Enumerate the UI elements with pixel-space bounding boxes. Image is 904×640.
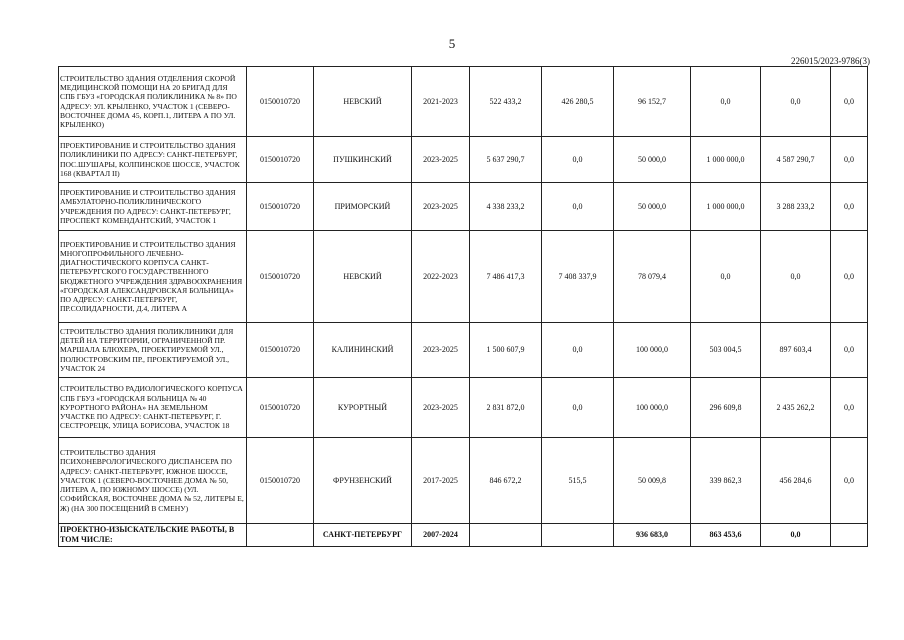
summary-value-col-2: 936 683,0: [614, 524, 691, 547]
table-row: [59, 438, 868, 524]
value-col-2: 100 000,0: [614, 323, 691, 378]
table-row: [59, 183, 868, 231]
object-name: СТРОИТЕЛЬСТВО РАДИОЛОГИЧЕСКОГО КОРПУСА СПБ ГБУЗ «ГОРОДСКАЯ БОЛЬНИЦА № 40 КУРОРТНОГО РАЙОНА» НА ЗЕМЕЛЬНОМ УЧАСТКЕ ПО АДРЕСУ: САНКТ-ПЕТЕРБУРГ, Г. СЕСТРОРЕЦК, УЛИЦА БОРИСОВА, УЧАСТОК 18: [59, 378, 247, 438]
total-cost: 7 486 417,3: [470, 231, 542, 323]
summary-district: САНКТ-ПЕТЕРБУРГ: [314, 524, 412, 547]
value-col-2: 50 000,0: [614, 183, 691, 231]
value-col-3: 296 609,8: [691, 378, 761, 438]
period: 2023-2025: [412, 323, 470, 378]
table-row: [59, 67, 868, 137]
page-number: 5: [448, 36, 456, 51]
period: 2023-2025: [412, 378, 470, 438]
object-name: СТРОИТЕЛЬСТВО ЗДАНИЯ ПОЛИКЛИНИКИ ДЛЯ ДЕТЕЙ НА ТЕРРИТОРИИ, ОГРАНИЧЕННОЙ ПР. МАРШАЛА БЛЮХЕРА, ПРОЕКТИРУЕМОЙ УЛ., ПОЛЮСТРОВСКИМ ПР., ПРОЕКТИРУЕМОЙ УЛ., УЧАСТОК 24: [59, 323, 247, 378]
value-col-5: 0,0: [831, 323, 868, 378]
value-col-4: 2 435 262,2: [761, 378, 831, 438]
value-col-1: 426 280,5: [542, 67, 614, 137]
district: ПРИМОРСКИЙ: [314, 183, 412, 231]
value-col-5: 0,0: [831, 183, 868, 231]
district: НЕВСКИЙ: [314, 231, 412, 323]
value-col-4: 3 288 233,2: [761, 183, 831, 231]
summary-period: 2007-2024: [412, 524, 470, 547]
summary-row: [59, 524, 868, 547]
value-col-3: 0,0: [691, 231, 761, 323]
value-col-2: 50 000,0: [614, 137, 691, 183]
value-col-4: 897 603,4: [761, 323, 831, 378]
budget-code: 0150010720: [247, 378, 314, 438]
budget-code: 0150010720: [247, 438, 314, 524]
period: 2017-2025: [412, 438, 470, 524]
value-col-3: 1 000 000,0: [691, 183, 761, 231]
value-col-2: 100 000,0: [614, 378, 691, 438]
value-col-1: 515,5: [542, 438, 614, 524]
period: 2023-2025: [412, 183, 470, 231]
period: 2021-2023: [412, 67, 470, 137]
value-col-4: 456 284,6: [761, 438, 831, 524]
value-col-2: 78 079,4: [614, 231, 691, 323]
total-cost: 5 637 290,7: [470, 137, 542, 183]
table-row: [59, 378, 868, 438]
value-col-3: 1 000 000,0: [691, 137, 761, 183]
budget-code: 0150010720: [247, 183, 314, 231]
summary-value-col-1: [542, 524, 614, 547]
value-col-4: 0,0: [761, 67, 831, 137]
value-col-1: 0,0: [542, 323, 614, 378]
district: ФРУНЗЕНСКИЙ: [314, 438, 412, 524]
value-col-3: 339 862,3: [691, 438, 761, 524]
value-col-5: 0,0: [831, 67, 868, 137]
value-col-5: 0,0: [831, 231, 868, 323]
value-col-1: 0,0: [542, 137, 614, 183]
table-row: [59, 137, 868, 183]
total-cost: 4 338 233,2: [470, 183, 542, 231]
value-col-3: 503 004,5: [691, 323, 761, 378]
value-col-4: 0,0: [761, 231, 831, 323]
summary-total: [470, 524, 542, 547]
summary-name: ПРОЕКТНО-ИЗЫСКАТЕЛЬСКИЕ РАБОТЫ, В ТОМ ЧИСЛЕ:: [59, 524, 247, 547]
document-reference: 226015/2023-9786(3): [791, 56, 870, 66]
value-col-5: 0,0: [831, 137, 868, 183]
district: ПУШКИНСКИЙ: [314, 137, 412, 183]
total-cost: 1 500 607,9: [470, 323, 542, 378]
object-name: СТРОИТЕЛЬСТВО ЗДАНИЯ ОТДЕЛЕНИЯ СКОРОЙ МЕДИЦИНСКОЙ ПОМОЩИ НА 20 БРИГАД ДЛЯ СПБ ГБУЗ «ГОРОДСКАЯ ПОЛИКЛИНИКА № 8» ПО АДРЕСУ: УЛ. КРЫЛЕНКО, УЧАСТОК 1 (СЕВЕРО-ВОСТОЧНЕЕ ДОМА 45, КОРП.1, ЛИТЕРА А ПО УЛ. КРЫЛЕНКО): [59, 67, 247, 137]
object-name: ПРОЕКТИРОВАНИЕ И СТРОИТЕЛЬСТВО ЗДАНИЯ ПОЛИКЛИНИКИ ПО АДРЕСУ: САНКТ-ПЕТЕРБУРГ, ПОС.ШУШАРЫ, КОЛПИНСКОЕ ШОССЕ, УЧАСТОК 168 (КВАРТАЛ II): [59, 137, 247, 183]
summary-value-col-4: 0,0: [761, 524, 831, 547]
value-col-1: 0,0: [542, 183, 614, 231]
district: НЕВСКИЙ: [314, 67, 412, 137]
summary-value-col-5: [831, 524, 868, 547]
value-col-4: 4 587 290,7: [761, 137, 831, 183]
budget-table: [58, 66, 868, 547]
value-col-5: 0,0: [831, 438, 868, 524]
period: 2023-2025: [412, 137, 470, 183]
summary-code: [247, 524, 314, 547]
budget-code: 0150010720: [247, 323, 314, 378]
value-col-1: 7 408 337,9: [542, 231, 614, 323]
summary-value-col-3: 863 453,6: [691, 524, 761, 547]
value-col-3: 0,0: [691, 67, 761, 137]
value-col-5: 0,0: [831, 378, 868, 438]
value-col-1: 0,0: [542, 378, 614, 438]
value-col-2: 50 009,8: [614, 438, 691, 524]
table-row: [59, 231, 868, 323]
district: КУРОРТНЫЙ: [314, 378, 412, 438]
district: КАЛИНИНСКИЙ: [314, 323, 412, 378]
budget-code: 0150010720: [247, 67, 314, 137]
period: 2022-2023: [412, 231, 470, 323]
object-name: ПРОЕКТИРОВАНИЕ И СТРОИТЕЛЬСТВО ЗДАНИЯ АМБУЛАТОРНО-ПОЛИКЛИНИЧЕСКОГО УЧРЕЖДЕНИЯ ПО АДРЕСУ: САНКТ-ПЕТЕРБУРГ, ПРОСПЕКТ КОМЕНДАНТСКИЙ, УЧАСТОК 1: [59, 183, 247, 231]
object-name: ПРОЕКТИРОВАНИЕ И СТРОИТЕЛЬСТВО ЗДАНИЯ МНОГОПРОФИЛЬНОГО ЛЕЧЕБНО-ДИАГНОСТИЧЕСКОГО КОРПУСА САНКТ-ПЕТЕРБУРГСКОГО ГОСУДАРСТВЕННОГО БЮДЖЕТНОГО УЧРЕЖДЕНИЯ ЗДРАВООХРАНЕНИЯ «ГОРОДСКАЯ АЛЕКСАНДРОВСКАЯ БОЛЬНИЦА» ПО АДРЕСУ: САНКТ-ПЕТЕРБУРГ, ПР.СОЛИДАРНОСТИ, Д.4, ЛИТЕРА А: [59, 231, 247, 323]
total-cost: 2 831 872,0: [470, 378, 542, 438]
table-row: [59, 323, 868, 378]
value-col-2: 96 152,7: [614, 67, 691, 137]
object-name: СТРОИТЕЛЬСТВО ЗДАНИЯ ПСИХОНЕВРОЛОГИЧЕСКОГО ДИСПАНСЕРА ПО АДРЕСУ: САНКТ-ПЕТЕРБУРГ, ЮЖНОЕ ШОССЕ, УЧАСТОК 1 (СЕВЕРО-ВОСТОЧНЕЕ ДОМА № 50, ЛИТЕРА А, ПО ЮЖНОМУ ШОССЕ) (УЛ. СОФИЙСКАЯ, ВОСТОЧНЕЕ ДОМА № 52, ЛИТЕРЫ Е, Ж) (НА 300 ПОСЕЩЕНИЙ В СМЕНУ): [59, 438, 247, 524]
budget-code: 0150010720: [247, 137, 314, 183]
total-cost: 846 672,2: [470, 438, 542, 524]
total-cost: 522 433,2: [470, 67, 542, 137]
budget-code: 0150010720: [247, 231, 314, 323]
